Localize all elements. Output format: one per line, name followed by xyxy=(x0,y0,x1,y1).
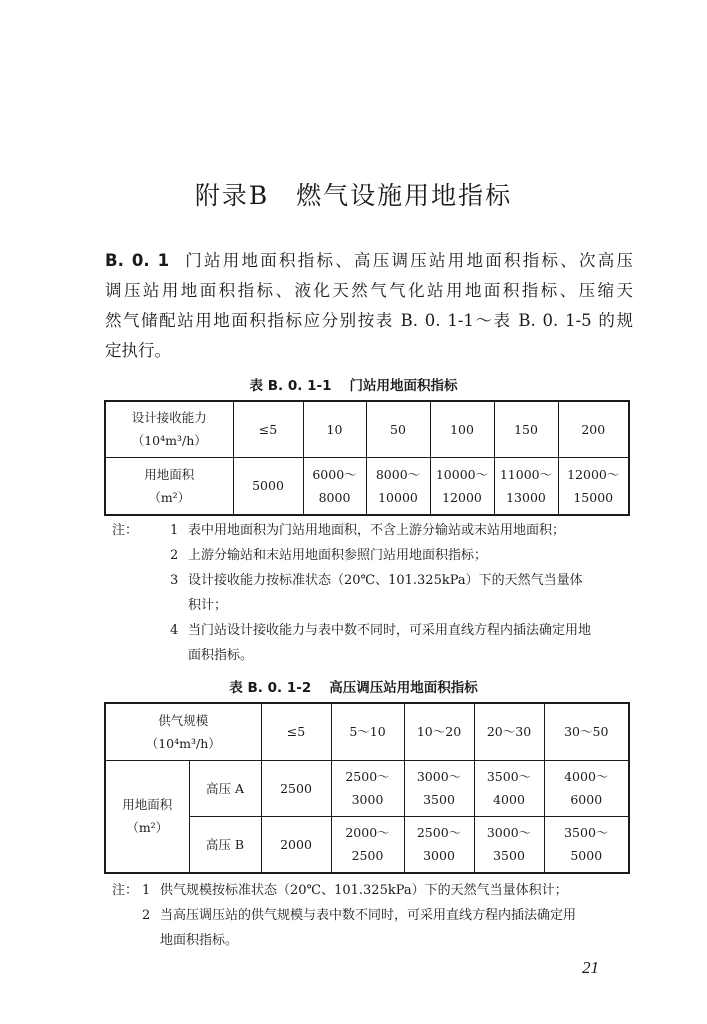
table2 xyxy=(104,702,630,874)
value-top: 3000～ xyxy=(486,825,532,841)
table1-header-label-cell xyxy=(105,401,233,457)
value-bottom: 8000 xyxy=(318,489,351,505)
note-number: 3 xyxy=(170,573,179,588)
note-item xyxy=(112,618,632,643)
table2-sub-label: 高压 A xyxy=(189,760,261,816)
value-bottom: 3500 xyxy=(493,848,525,864)
value-top: 10000～ xyxy=(435,466,489,482)
table2-row-high-pressure-a xyxy=(105,760,629,816)
table2-value-cell xyxy=(404,816,474,873)
value-top: 2500～ xyxy=(345,769,390,784)
table2-value-cell: 2000 xyxy=(261,816,331,873)
table1-header-cell: 150 xyxy=(494,401,558,457)
table1-header-row xyxy=(105,401,629,457)
table2-caption-number: 表 B. 0. 1-2 xyxy=(229,680,312,696)
table1-area-row xyxy=(105,457,629,515)
value-top: 12000～ xyxy=(567,466,620,482)
value-bottom: 13000 xyxy=(506,489,546,505)
value-bottom: 5000 xyxy=(570,848,603,864)
note-text: 上游分输站和末站用地面积参照门站用地面积指标； xyxy=(188,548,488,563)
note-continuation: 地面积指标。 xyxy=(160,933,239,948)
table1-row-label: 用地面积 xyxy=(144,466,195,482)
table2-header-label: 供气规模 xyxy=(158,712,209,728)
value-bottom: 3500 xyxy=(423,792,455,807)
table1-value-cell xyxy=(366,457,430,515)
table1-header-cell: 50 xyxy=(366,401,430,457)
paragraph-line: 调压站用地面积指标、液化天然气气化站用地面积指标、压缩天 xyxy=(105,281,633,300)
table1 xyxy=(104,400,630,516)
table1-header-label: 设计接收能力 xyxy=(131,410,207,426)
table2-value-cell xyxy=(544,816,629,873)
note-text: 当门站设计接收能力与表中数不同时，可采用直线方程内插法确定用地 xyxy=(188,623,592,638)
table2-value-cell xyxy=(404,760,474,816)
table2-value-cell: 2500 xyxy=(261,760,331,816)
table2-header-row xyxy=(105,703,629,760)
table2-header-unit: （10⁴m³/h） xyxy=(145,735,221,751)
value-top: 2000～ xyxy=(345,825,390,841)
paragraph-line xyxy=(105,246,633,276)
notes-lead: 注： xyxy=(112,883,139,898)
table1-row-unit: （m²） xyxy=(148,489,191,505)
table2-caption-title: 高压调压站用地面积指标 xyxy=(329,680,478,696)
table1-value-cell xyxy=(430,457,494,515)
value-bottom: 2500 xyxy=(351,848,384,864)
table2-header-cell: 5～10 xyxy=(331,703,404,760)
note-number: 1 xyxy=(170,523,179,538)
table1-caption xyxy=(0,374,707,394)
value-bottom: 10000 xyxy=(378,489,418,505)
note-item xyxy=(112,518,632,543)
note-text: 供气规模按标准状态（20℃、101.325kPa）下的天然气当量体积计； xyxy=(160,883,568,898)
table2-value-cell xyxy=(474,760,544,816)
table2-header-cell: 30～50 xyxy=(544,703,629,760)
note-number: 4 xyxy=(170,623,179,638)
note-item xyxy=(112,543,632,568)
table2-header-cell: 10～20 xyxy=(404,703,474,760)
clause-number: B. 0. 1 xyxy=(105,251,170,270)
table2-value-cell xyxy=(544,760,629,816)
table1-caption-number: 表 B. 0. 1-1 xyxy=(249,378,332,394)
value-top: 3500～ xyxy=(486,769,532,784)
table1-header-cell: 100 xyxy=(430,401,494,457)
table2-header-label-cell xyxy=(105,703,261,760)
note-text: 表中用地面积为门站用地面积，不含上游分输站或末站用地面积； xyxy=(188,523,566,538)
table1-value-cell: 5000 xyxy=(233,457,303,515)
note-number: 1 xyxy=(142,883,151,898)
note-item xyxy=(112,903,632,928)
table2-row-label-cell xyxy=(105,760,189,873)
note-item xyxy=(112,568,632,593)
table1-header-cell: 10 xyxy=(303,401,366,457)
value-top: 3000～ xyxy=(416,769,462,784)
table1-header-cell: ≤5 xyxy=(233,401,303,457)
table1-value-cell xyxy=(494,457,558,515)
table2-sub-label: 高压 B xyxy=(189,816,261,873)
table1-header-cell: 200 xyxy=(558,401,629,457)
value-bottom: 3000 xyxy=(351,792,384,807)
table2-header-cell: ≤5 xyxy=(261,703,331,760)
table2-row-unit: （m²） xyxy=(126,820,169,836)
table2-row-label: 用地面积 xyxy=(122,797,173,813)
value-top: 3500～ xyxy=(564,825,609,841)
value-bottom: 3000 xyxy=(423,848,455,864)
note-number: 2 xyxy=(170,548,179,563)
table1-notes xyxy=(112,518,632,668)
table1-value-cell xyxy=(303,457,366,515)
note-text: 当高压调压站的供气规模与表中数不同时，可采用直线方程内插法确定用 xyxy=(160,908,577,923)
table1-caption-title: 门站用地面积指标 xyxy=(349,378,458,394)
table2-value-cell xyxy=(331,816,404,873)
note-text: 设计接收能力按标准状态（20℃、101.325kPa）下的天然气当量体 xyxy=(188,573,583,588)
value-bottom: 12000 xyxy=(442,489,482,505)
value-top: 8000～ xyxy=(375,466,421,482)
table2-caption xyxy=(0,676,707,696)
table1-row-label-cell xyxy=(105,457,233,515)
paragraph-line: 然气储配站用地面积指标应分别按表 B. 0. 1-1～表 B. 0. 1-5 的规 xyxy=(105,311,633,330)
clause-b01-paragraph xyxy=(105,246,633,366)
table2-value-cell xyxy=(331,760,404,816)
page-number: 21 xyxy=(582,958,599,977)
paragraph-line: 定执行。 xyxy=(105,341,171,360)
note-number: 2 xyxy=(142,908,151,923)
table2-header-cell: 20～30 xyxy=(474,703,544,760)
paragraph-text: 门站用地面积指标、高压调压站用地面积指标、次高压 xyxy=(183,251,633,270)
table1-value-cell xyxy=(558,457,629,515)
value-top: 4000～ xyxy=(564,769,609,784)
value-bottom: 15000 xyxy=(573,489,614,505)
table2-value-cell xyxy=(474,816,544,873)
note-item xyxy=(112,878,632,903)
table2-notes xyxy=(112,878,632,953)
note-continuation: 积计； xyxy=(188,598,228,613)
table1-header-unit: （10⁴m³/h） xyxy=(131,433,207,449)
value-top: 2500～ xyxy=(416,825,462,841)
value-bottom: 6000 xyxy=(570,792,603,807)
value-top: 11000～ xyxy=(499,466,553,482)
value-bottom: 4000 xyxy=(493,792,525,807)
notes-lead: 注： xyxy=(112,523,139,538)
appendix-title: 附录B 燃气设施用地指标 xyxy=(194,181,513,210)
note-continuation: 面积指标。 xyxy=(188,648,254,663)
value-top: 6000～ xyxy=(312,466,357,482)
